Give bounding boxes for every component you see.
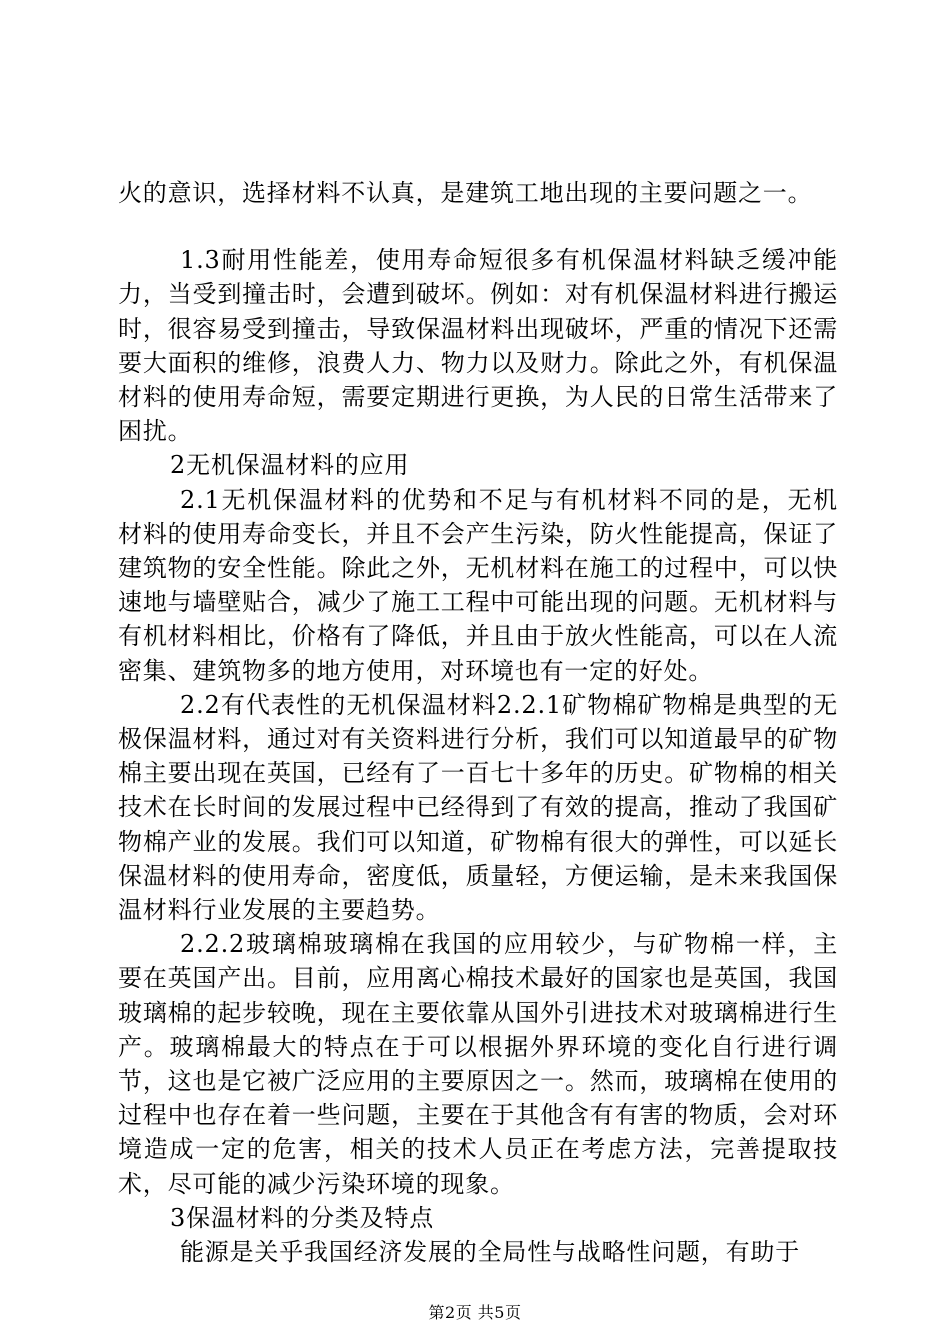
paragraph-mineral-wool: 2.2有代表性的无机保温材料2.2.1矿物棉矿物棉是典型的无极保温材料，通过对有关资料进行分析，我们可以知道最早的矿物棉主要出现在英国，已经有了一百七十多年的历史。矿物棉的相关技术在长时间的发展过程中已经得到了有效的提高，推动了我国矿物棉产业的发展。我们可以知道，矿物棉有很大的弹性，可以延长保温材料的使用寿命，密度低，质量轻，方便运输，是未来我国保温材料行业发展的主要趋势。: [118, 690, 838, 925]
paragraph-inorganic-advantages: 2.1无机保温材料的优势和不足与有机材料不同的是，无机材料的使用寿命变长，并且不会产生污染，防火性能提高，保证了建筑物的安全性能。除此之外，无机材料在施工的过程中，可以快速地与墙壁贴合，减少了施工工程中可能出现的问题。无机材料与有机材料相比，价格有了降低，并且由于放火性能高，可以在人流密集、建筑物多的地方使用，对环境也有一定的好处。: [118, 485, 838, 685]
section-heading-classification: 3保温材料的分类及特点: [170, 1203, 435, 1232]
paragraph-glass-wool: 2.2.2玻璃棉玻璃棉在我国的应用较少，与矿物棉一样，主要在英国产出。目前，应用离心棉技术最好的国家也是英国，我国玻璃棉的起步较晚，现在主要依靠从国外引进技术对玻璃棉进行生产。玻璃棉最大的特点在于可以根据外界环境的变化自行进行调节，这也是它被广泛应用的主要原因之一。然而，玻璃棉在使用的过程中也存在着一些问题，主要在于其他含有有害的物质，会对环境造成一定的危害，相关的技术人员正在考虑方法，完善提取技术，尽可能的减少污染环境的现象。: [118, 930, 838, 1198]
page-number-footer: 第2页 共5页: [428, 1303, 522, 1322]
document-body: [118, 176, 838, 1269]
paragraph-continuation: 火的意识，选择材料不认真，是建筑工地出现的主要问题之一。: [118, 179, 813, 207]
paragraph-durability: 1.3耐用性能差，使用寿命短很多有机保温材料缺乏缓冲能力，当受到撞击时，会遭到破坏。例如：对有机保温材料进行搬运时，很容易受到撞击，导致保温材料出现破坏，严重的情况下还需要大面积的维修，浪费人力、物力以及财力。除此之外，有机保温材料的使用寿命短，需要定期进行更换，为人民的日常生活带来了困扰。: [118, 246, 838, 446]
paragraph-energy: 能源是关乎我国经济发展的全局性与战略性问题，有助于: [180, 1238, 800, 1267]
section-heading-inorganic: 2无机保温材料的应用: [170, 451, 410, 480]
